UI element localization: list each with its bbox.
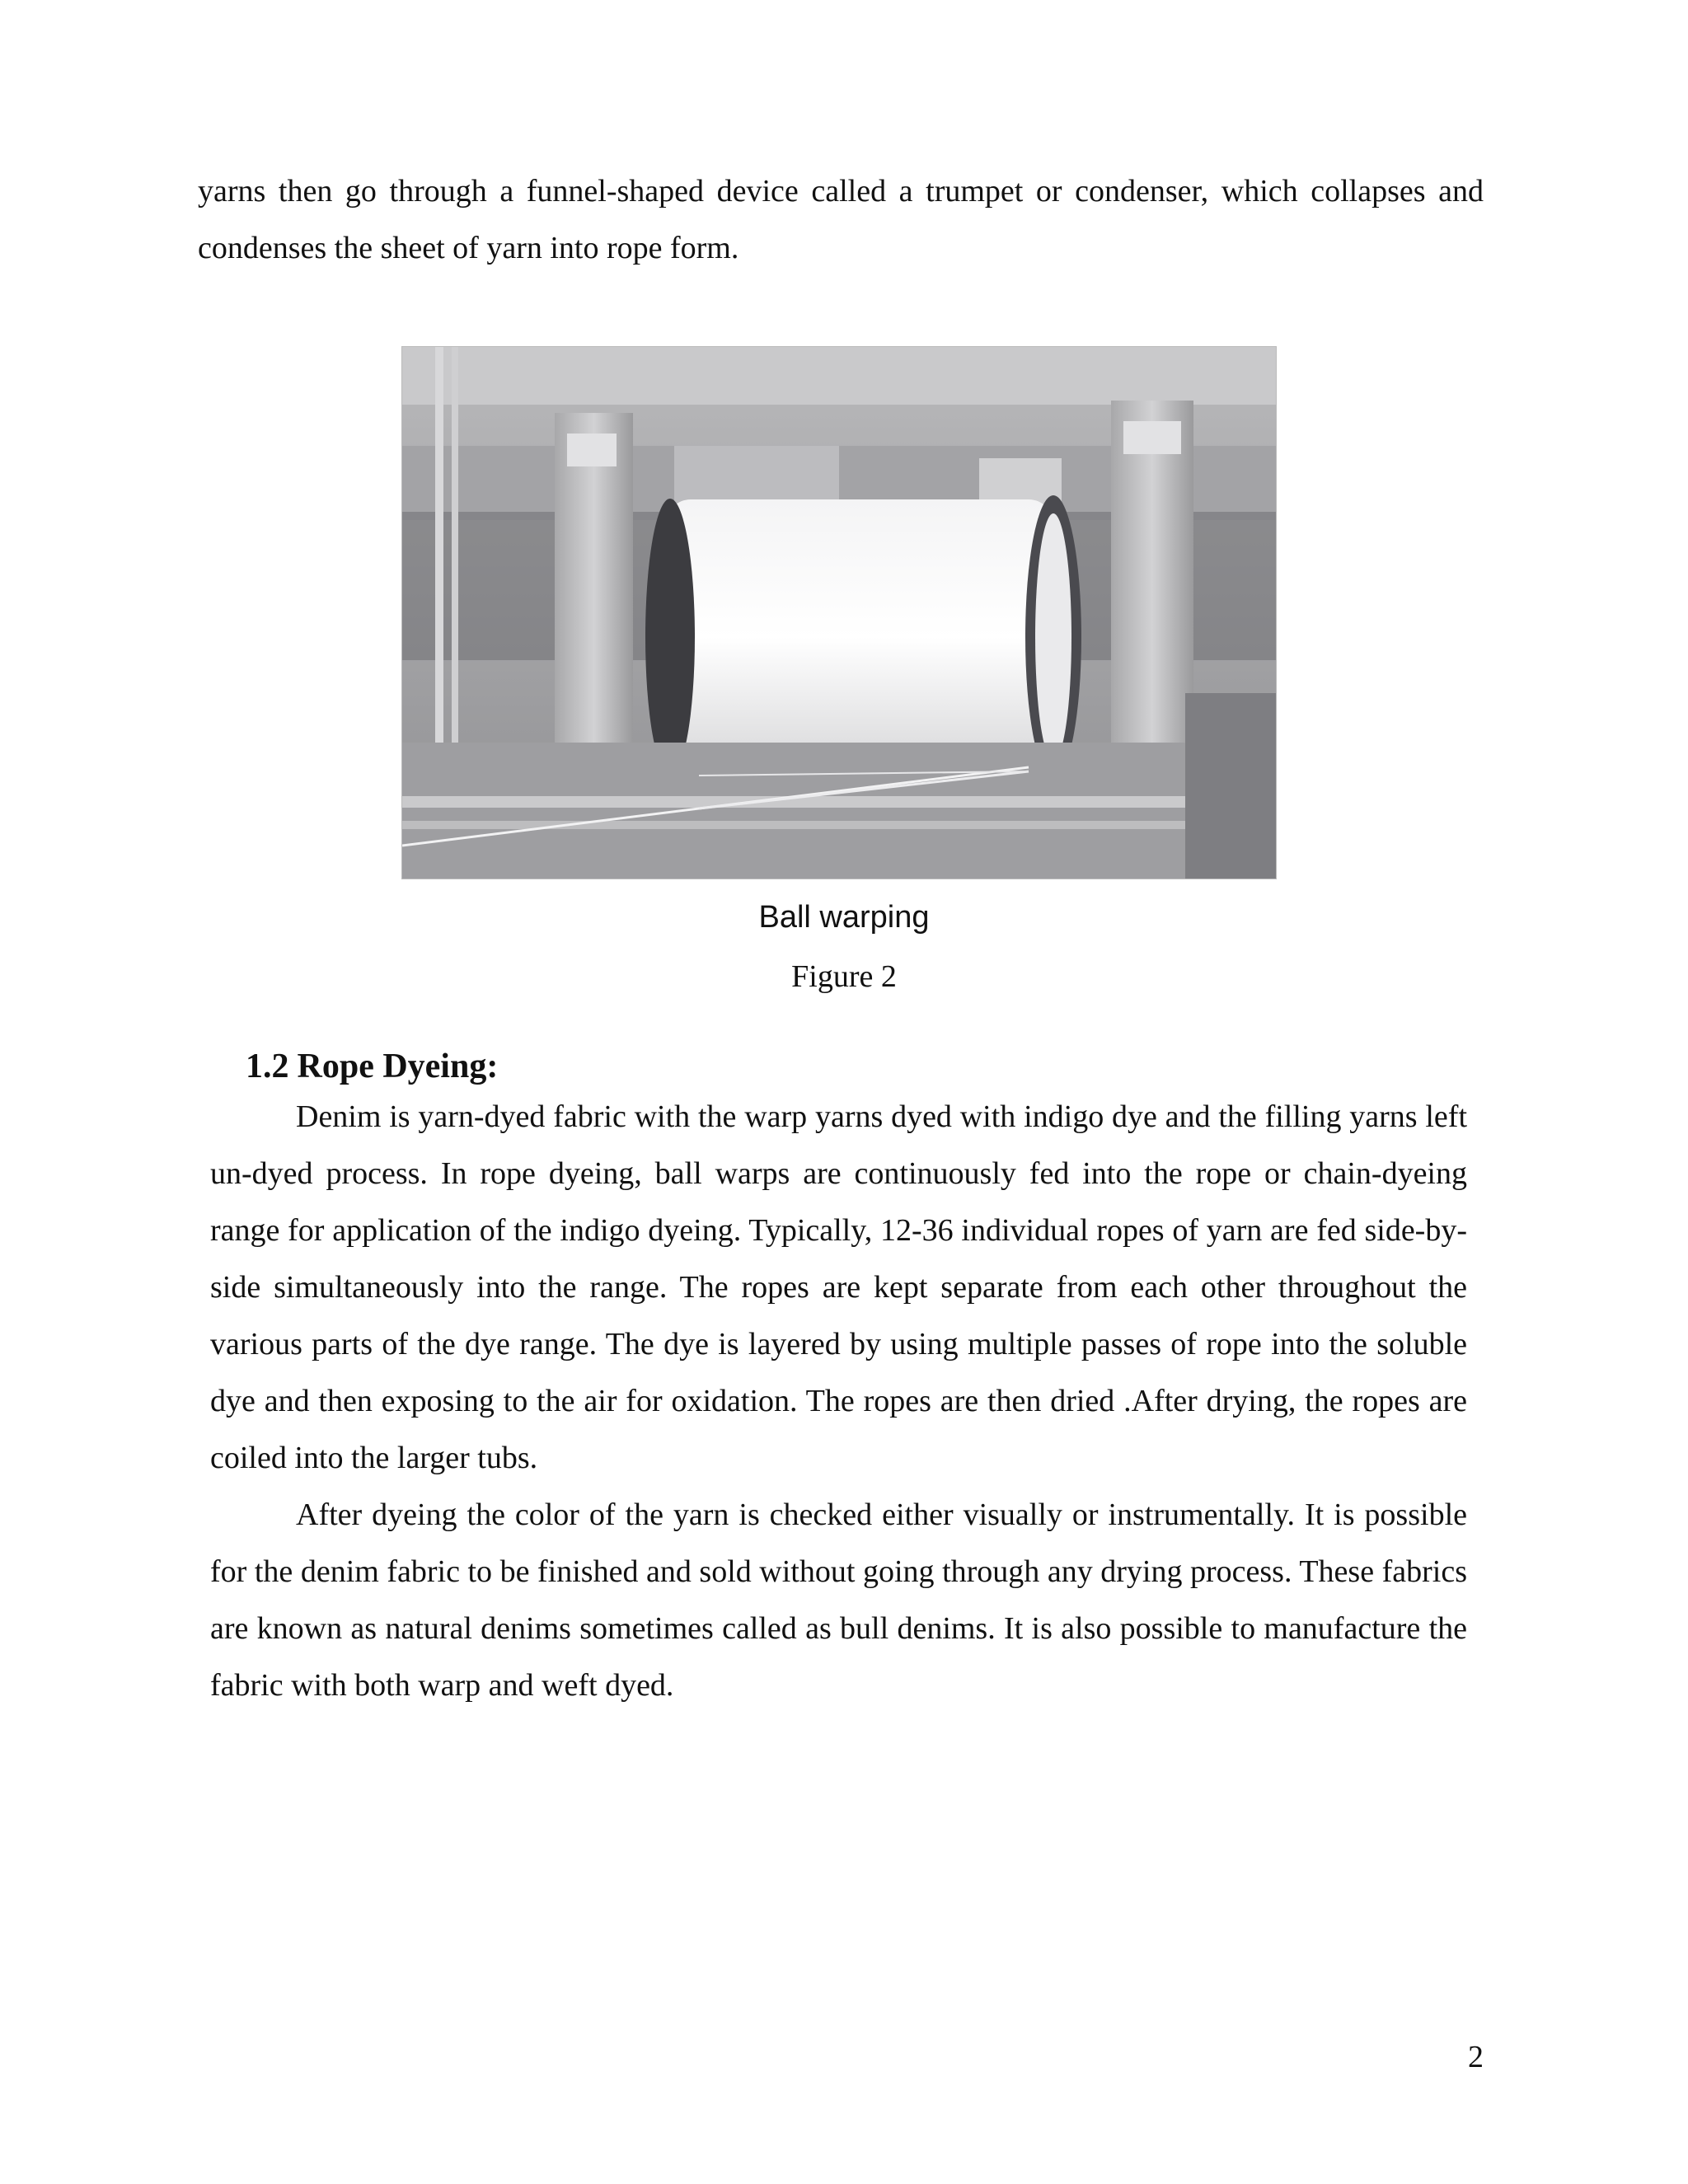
section-title: Rope Dyeing: <box>297 1047 499 1085</box>
page-number: 2 <box>1468 2040 1484 2074</box>
body-paragraph: After dyeing the color of the yarn is checked either visually or instrumentally. It is possible for the denim fabric to be finished and sold without going through any drying process. These fabrics are known as natural denims sometimes called as bull denims. It is also possible to manufacture the fabric with both warp and weft dyed. <box>210 1497 1467 1703</box>
body-paragraph: Denim is yarn-dyed fabric with the warp yarns dyed with indigo dye and the filling yarns left un-dyed process. In rope dyeing, ball warps are continuously fed into the rope or chain-dyeing range for application of the indigo dyeing. Typically, 12-36 individual ropes of yarn are fed side-by-side simultaneously into the range. The ropes are kept separate from each other throughout the various parts of the dye range. The dye is layered by using multiple passes of rope into the soluble dye and then exposing to the air for oxidation. The ropes are then dried .After drying, the ropes are coiled into the larger tubs. <box>210 1099 1467 1475</box>
intro-paragraph: yarns then go through a funnel-shaped device called a trumpet or condenser, which collapses and condenses the sheet of yarn into rope form. <box>198 174 1484 265</box>
section-number: 1.2 <box>246 1047 289 1085</box>
section-heading <box>246 1047 498 1086</box>
ball-warping-photo <box>401 346 1277 879</box>
figure-label: Figure 2 <box>791 959 897 994</box>
figure-title: Ball warping <box>758 900 930 935</box>
